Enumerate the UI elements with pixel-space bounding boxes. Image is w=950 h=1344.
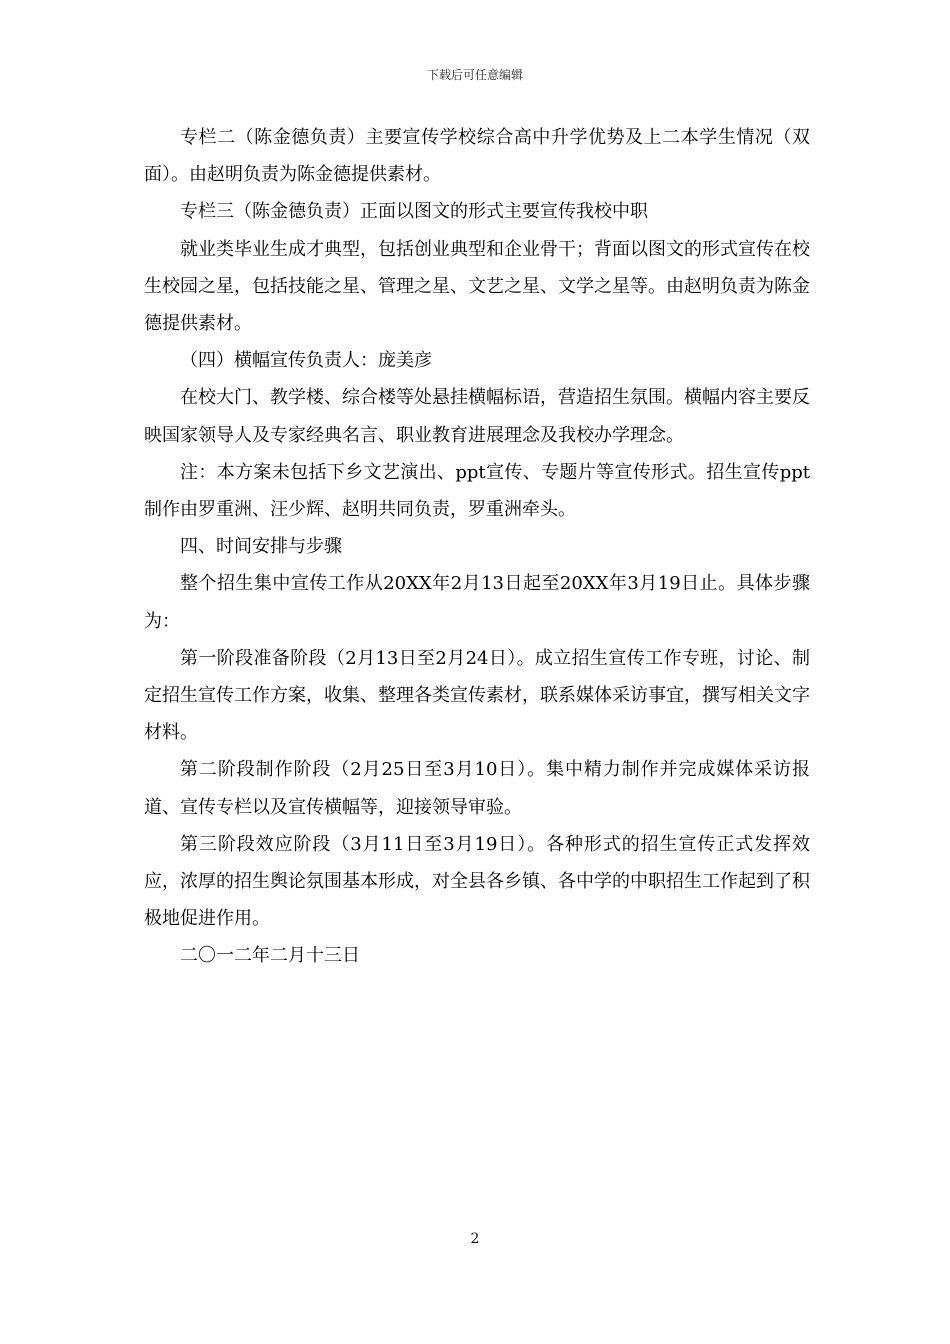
document-body: [144, 119, 810, 975]
paragraph-banner-detail: 在校大门、教学楼、综合楼等处悬挂横幅标语，营造招生氛围。横幅内容主要反映国家领导人及专家经典名言、职业教育进展理念及我校办学理念。: [144, 387, 810, 446]
paragraph-stage-two: 第二阶段制作阶段（2月25日至3月10日）。集中精力制作并完成媒体采访报道、宣传专栏以及宣传横幅等，迎接领导审验。: [144, 759, 810, 818]
paragraph-note: 注：本方案未包括下乡文艺演出、ppt宣传、专题片等宣传形式。招生宣传ppt制作由罗重洲、汪少辉、赵明共同负责，罗重洲牵头。: [144, 461, 810, 521]
paragraph-column-three-detail: 就业类毕业生成才典型，包括创业典型和企业骨干；背面以图文的形式宣传在校生校园之星，包括技能之星、管理之星、文艺之星、文学之星等。由赵明负责为陈金德提供素材。: [144, 238, 810, 335]
paragraph-banner-heading: （四）横幅宣传负责人：庞美彦: [180, 350, 432, 372]
paragraph-column-three: 专栏三（陈金德负责）正面以图文的形式主要宣传我校中职: [180, 201, 648, 223]
paragraph-stage-one: 第一阶段准备阶段（2月13日至2月24日）。成立招生宣传工作专班，讨论、制定招生宣传工作方案，收集、整理各类宣传素材，联系媒体采访事宜，撰写相关文字材料。: [144, 647, 810, 744]
paragraph-column-two: 专栏二（陈金德负责）主要宣传学校综合高中升学优势及上二本学生情况（双面）。由赵明负责为陈金德提供素材。: [144, 127, 810, 186]
page-number: 2: [470, 1231, 480, 1247]
document-date: 二〇一二年二月十三日: [180, 945, 360, 967]
section-heading-schedule: 四、时间安排与步骤: [180, 536, 342, 558]
page-header-note: 下载后可任意编辑: [426, 68, 523, 82]
paragraph-schedule-overview: 整个招生集中宣传工作从20XX年2月13日起至20XX年3月19日止。具体步骤为：: [144, 573, 810, 632]
paragraph-stage-three: 第三阶段效应阶段（3月11日至3月19日）。各种形式的招生宣传正式发挥效应，浓厚的招生舆论氛围基本形成，对全县各乡镇、各中学的中职招生工作起到了积极地促进作用。: [144, 833, 810, 930]
